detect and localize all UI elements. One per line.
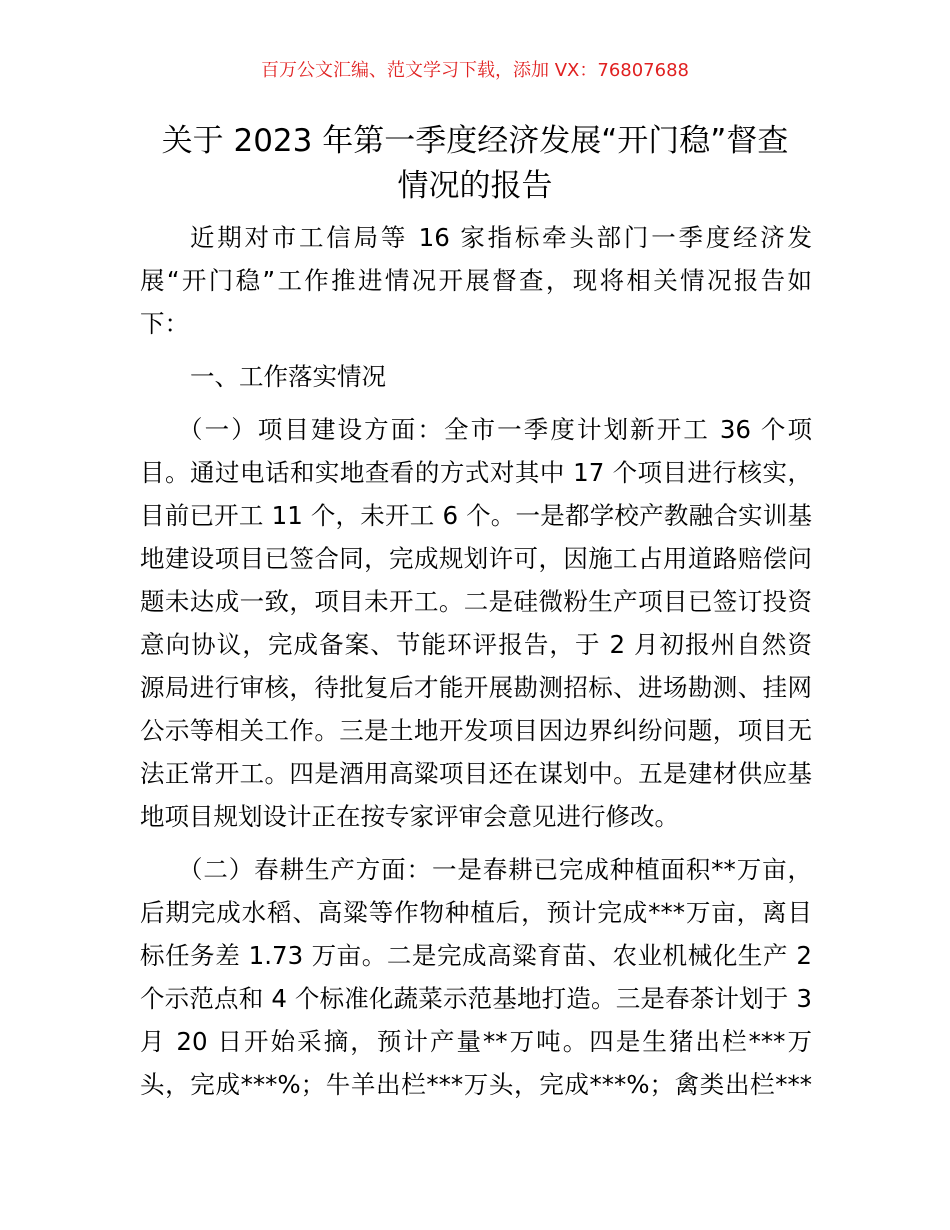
text-line: 近期对市工信局等 16 家指标牵头部门一季度经济发 <box>190 223 812 252</box>
text-line: 月 20 日开始采摘，预计产量**万吨。四是生猪出栏***万 <box>140 1027 812 1056</box>
text-line: 后期完成水稻、高粱等作物种植后，预计完成***万亩，离目 <box>140 898 812 927</box>
text-line: 头，完成***%；牛羊出栏***万头，完成***%；禽类出栏*** <box>140 1070 812 1099</box>
text-line: 目。通过电话和实地查看的方式对其中 17 个项目进行核实， <box>140 458 812 487</box>
text-line: 个示范点和 4 个标准化蔬菜示范基地打造。三是春茶计划于 3 <box>140 984 812 1013</box>
text-line: （一）项目建设方面：全市一季度计划新开工 36 个项 <box>178 415 812 444</box>
text-line: 展“开门稳”工作推进情况开展督查，现将相关情况报告如 <box>140 266 812 295</box>
section-heading: 一、工作落实情况 <box>190 362 386 391</box>
text-line: 标任务差 1.73 万亩。二是完成高粱育苗、农业机械化生产 2 <box>140 941 812 970</box>
text-line: 下： <box>140 309 189 338</box>
watermark-banner: 百万公文汇编、范文学习下载，添加 VX：76807688 <box>261 60 689 81</box>
text-line: 公示等相关工作。三是土地开发项目因边界纠纷问题，项目无 <box>140 716 812 745</box>
text-line: 意向协议，完成备案、节能环评报告，于 2 月初报州自然资 <box>140 630 812 659</box>
text-line: 法正常开工。四是酒用高粱项目还在谋划中。五是建材供应基 <box>140 759 812 788</box>
document-title-line-2: 情况的报告 <box>397 168 553 204</box>
document-title-line-1: 关于 2023 年第一季度经济发展“开门稳”督查 <box>161 123 789 159</box>
text-line: 目前已开工 11 个，未开工 6 个。一是都学校产教融合实训基 <box>140 501 812 530</box>
text-line: （二）春耕生产方面：一是春耕已完成种植面积**万亩， <box>178 855 812 884</box>
text-line: 地建设项目已签合同，完成规划许可，因施工占用道路赔偿问 <box>140 544 812 573</box>
text-line: 源局进行审核，待批复后才能开展勘测招标、进场勘测、挂网 <box>140 673 812 702</box>
text-line: 题未达成一致，项目未开工。二是硅微粉生产项目已签订投资 <box>140 587 812 616</box>
text-line: 地项目规划设计正在按专家评审会意见进行修改。 <box>140 802 679 831</box>
